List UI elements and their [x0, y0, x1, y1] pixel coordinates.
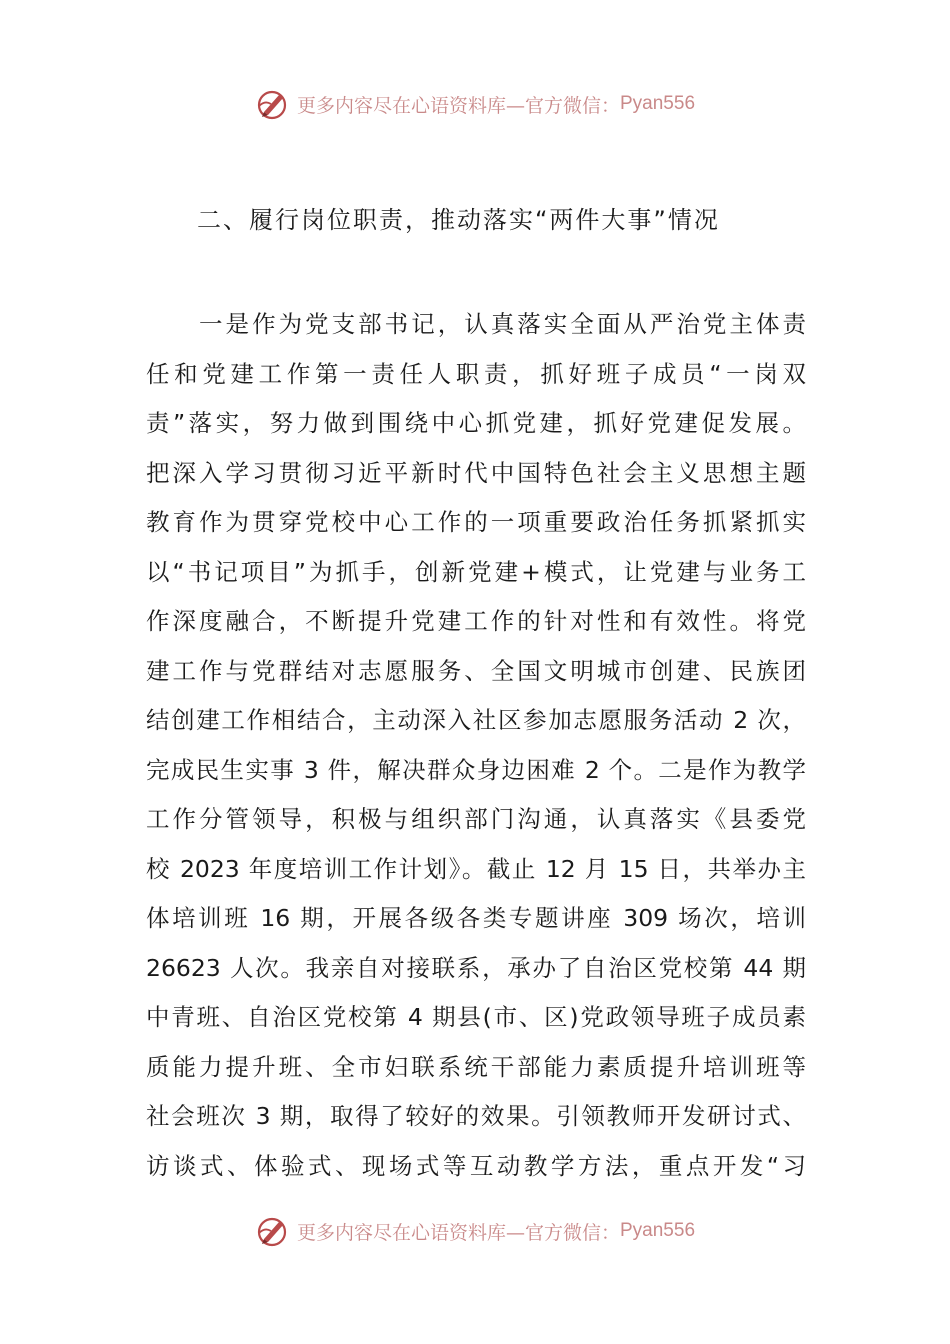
text-line: 责”落实，努力做到围绕中心抓党建，抓好党建促发展。: [146, 409, 806, 437]
text-line: 把深入学习贯彻习近平新时代中国特色社会主义思想主题: [146, 458, 806, 487]
text-line: 以“书记项目”为抓手，创新党建+模式，让党建与业务工: [146, 557, 806, 586]
text-line: 中青班、自治区党校第 4 期县(市、区)党政领导班子成员素: [146, 1003, 806, 1031]
section-heading: 二、履行岗位职责，推动落实“两件大事”情况: [197, 206, 720, 234]
text-line: 访谈式、体验式、现场式等互动教学方法，重点开发“习: [146, 1151, 806, 1180]
text-line: 校 2023 年度培训工作计划》。截止 12 月 15 日，共举办主: [146, 854, 806, 883]
text-line: 一是作为党支部书记，认真落实全面从严治党主体责: [146, 310, 806, 338]
header-watermark: [0, 84, 950, 124]
watermark-text: 更多内容尽在心语资料库—官方微信：: [296, 94, 620, 117]
text-line: 作深度融合，不断提升党建工作的针对性和有效性。将党: [146, 607, 806, 635]
body-paragraph: [146, 300, 806, 1191]
watermark-handle: Pyan556: [620, 1220, 696, 1241]
text-line: 建工作与党群结对志愿服务、全国文明城市创建、民族团: [146, 656, 806, 685]
text-line: 任和党建工作第一责任人职责，抓好班子成员“一岗双: [146, 359, 806, 388]
text-line: 教育作为贯穿党校中心工作的一项重要政治任务抓紧抓实: [146, 508, 806, 536]
text-line: 完成民生实事 3 件，解决群众身边困难 2 个。二是作为教学: [146, 755, 806, 784]
text-line: 社会班次 3 期，取得了较好的效果。引领教师开发研讨式、: [146, 1102, 806, 1130]
text-line: 体培训班 16 期，开展各级各类专题讲座 309 场次，培训: [146, 904, 806, 932]
text-line: 质能力提升班、全市妇联系统干部能力素质提升培训班等: [146, 1052, 806, 1081]
watermark-text: 更多内容尽在心语资料库—官方微信：: [296, 1221, 620, 1244]
text-line: 结创建工作相结合，主动深入社区参加志愿服务活动 2 次，: [146, 706, 806, 734]
text-line: 26623 人次。我亲自对接联系，承办了自治区党校第 44 期: [146, 953, 806, 982]
watermark-handle: Pyan556: [620, 93, 696, 114]
pen-circle-logo-icon: [255, 1213, 291, 1249]
pen-circle-logo-icon: [255, 86, 291, 122]
footer-watermark: [0, 1211, 950, 1251]
text-line: 工作分管领导，积极与组织部门沟通，认真落实《县委党: [146, 805, 806, 833]
